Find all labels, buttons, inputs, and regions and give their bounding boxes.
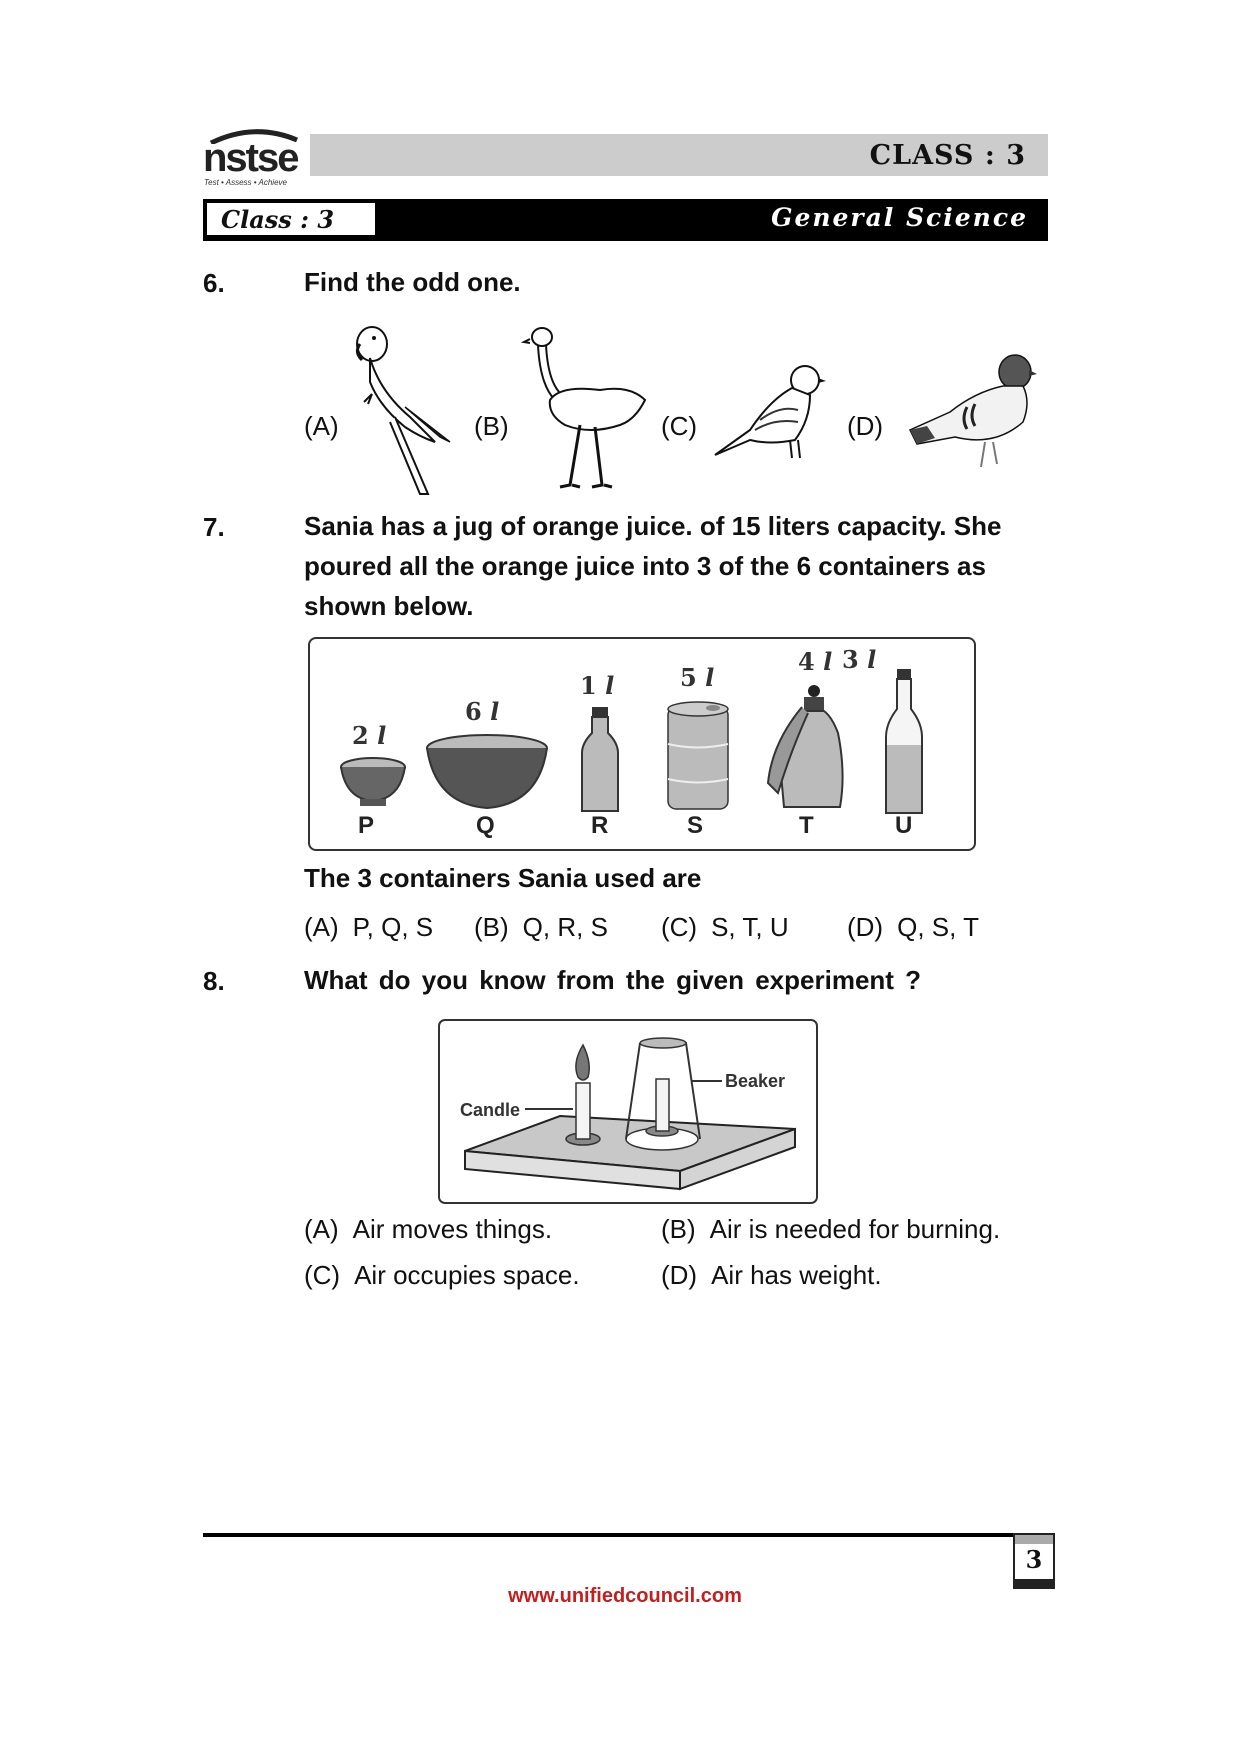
q6-option-c-label[interactable]: (C) <box>661 411 698 441</box>
container-s-letter: S <box>687 812 704 839</box>
container-t-capacity: 4 l <box>798 647 833 676</box>
small-bottle-icon <box>578 705 622 815</box>
candle-label: Candle <box>460 1100 521 1120</box>
subject-bar <box>203 199 1048 241</box>
question-8-text: What do you know from the given experiment ? <box>304 965 922 995</box>
question-7-line-1: Sania has a jug of orange juice. of 15 liters capacity. She <box>304 511 1002 541</box>
question-7-text <box>304 506 1054 626</box>
container-r-letter: R <box>591 812 609 839</box>
drum-icon <box>665 699 731 814</box>
question-7-number: 7. <box>203 512 225 542</box>
q7-option-c[interactable]: (C) S, T, U <box>661 912 789 942</box>
question-7-line-2: poured all the orange juice into 3 of the 6 containers as <box>304 551 986 581</box>
nstse-logo <box>203 128 307 190</box>
container-q-capacity: 6 l <box>465 697 500 726</box>
q6-option-b-label[interactable]: (B) <box>474 411 509 441</box>
q6-option-a-label[interactable]: (A) <box>304 411 339 441</box>
q8-option-a[interactable]: (A) Air moves things. <box>304 1214 553 1244</box>
logo-tagline: Test • Assess • Achieve <box>204 178 287 187</box>
question-6-number: 6. <box>203 268 225 298</box>
experiment-figure <box>438 1019 818 1204</box>
beaker-label: Beaker <box>725 1071 786 1091</box>
container-u-letter: U <box>895 812 913 839</box>
question-7-line-3: shown below. <box>304 591 474 621</box>
footer-url-link[interactable]: www.unifiedcouncil.com <box>508 1585 742 1607</box>
subject-title: General Science <box>771 203 1028 232</box>
container-r-capacity: 1 l <box>580 671 615 700</box>
class-banner-text: CLASS : 3 <box>869 140 1026 171</box>
containers-figure <box>308 637 976 851</box>
container-u-capacity: 3 l <box>842 645 877 674</box>
q7-option-a[interactable]: (A) P, Q, S <box>304 912 434 942</box>
sparrow-icon <box>710 360 835 470</box>
page-box-top-band <box>1015 1535 1053 1544</box>
tall-bottle-icon <box>882 667 926 817</box>
question-8-number: 8. <box>203 966 225 996</box>
large-bowl-icon <box>425 734 550 814</box>
container-p-letter: P <box>358 812 375 839</box>
q7-option-d[interactable]: (D) Q, S, T <box>847 912 979 942</box>
container-t-letter: T <box>799 812 814 839</box>
pigeon-icon <box>905 352 1040 477</box>
q8-option-c[interactable]: (C) Air occupies space. <box>304 1260 580 1290</box>
question-6-text: Find the odd one. <box>304 267 521 297</box>
footer-divider <box>203 1533 1015 1537</box>
q7-option-b[interactable]: (B) Q, R, S <box>474 912 608 942</box>
page-number: 3 <box>1025 1545 1043 1574</box>
water-bag-icon <box>762 683 847 815</box>
page-number-box <box>1013 1533 1055 1589</box>
container-s-capacity: 5 l <box>680 663 715 692</box>
q8-option-b[interactable]: (B) Air is needed for burning. <box>661 1214 1001 1244</box>
small-bowl-icon <box>338 757 408 809</box>
class-box-text: Class : 3 <box>221 205 335 234</box>
logo-wordmark: nstse <box>203 136 298 180</box>
q6-option-d-label[interactable]: (D) <box>847 411 884 441</box>
class-box <box>206 202 376 236</box>
q8-option-d[interactable]: (D) Air has weight. <box>661 1260 882 1290</box>
container-q-letter: Q <box>476 812 495 839</box>
class-banner <box>310 134 1048 176</box>
ostrich-icon <box>520 325 655 495</box>
parrot-icon <box>350 322 460 497</box>
question-7-prompt: The 3 containers Sania used are <box>304 863 702 893</box>
page-box-bottom-band <box>1015 1579 1053 1587</box>
container-p-capacity: 2 l <box>352 721 387 750</box>
